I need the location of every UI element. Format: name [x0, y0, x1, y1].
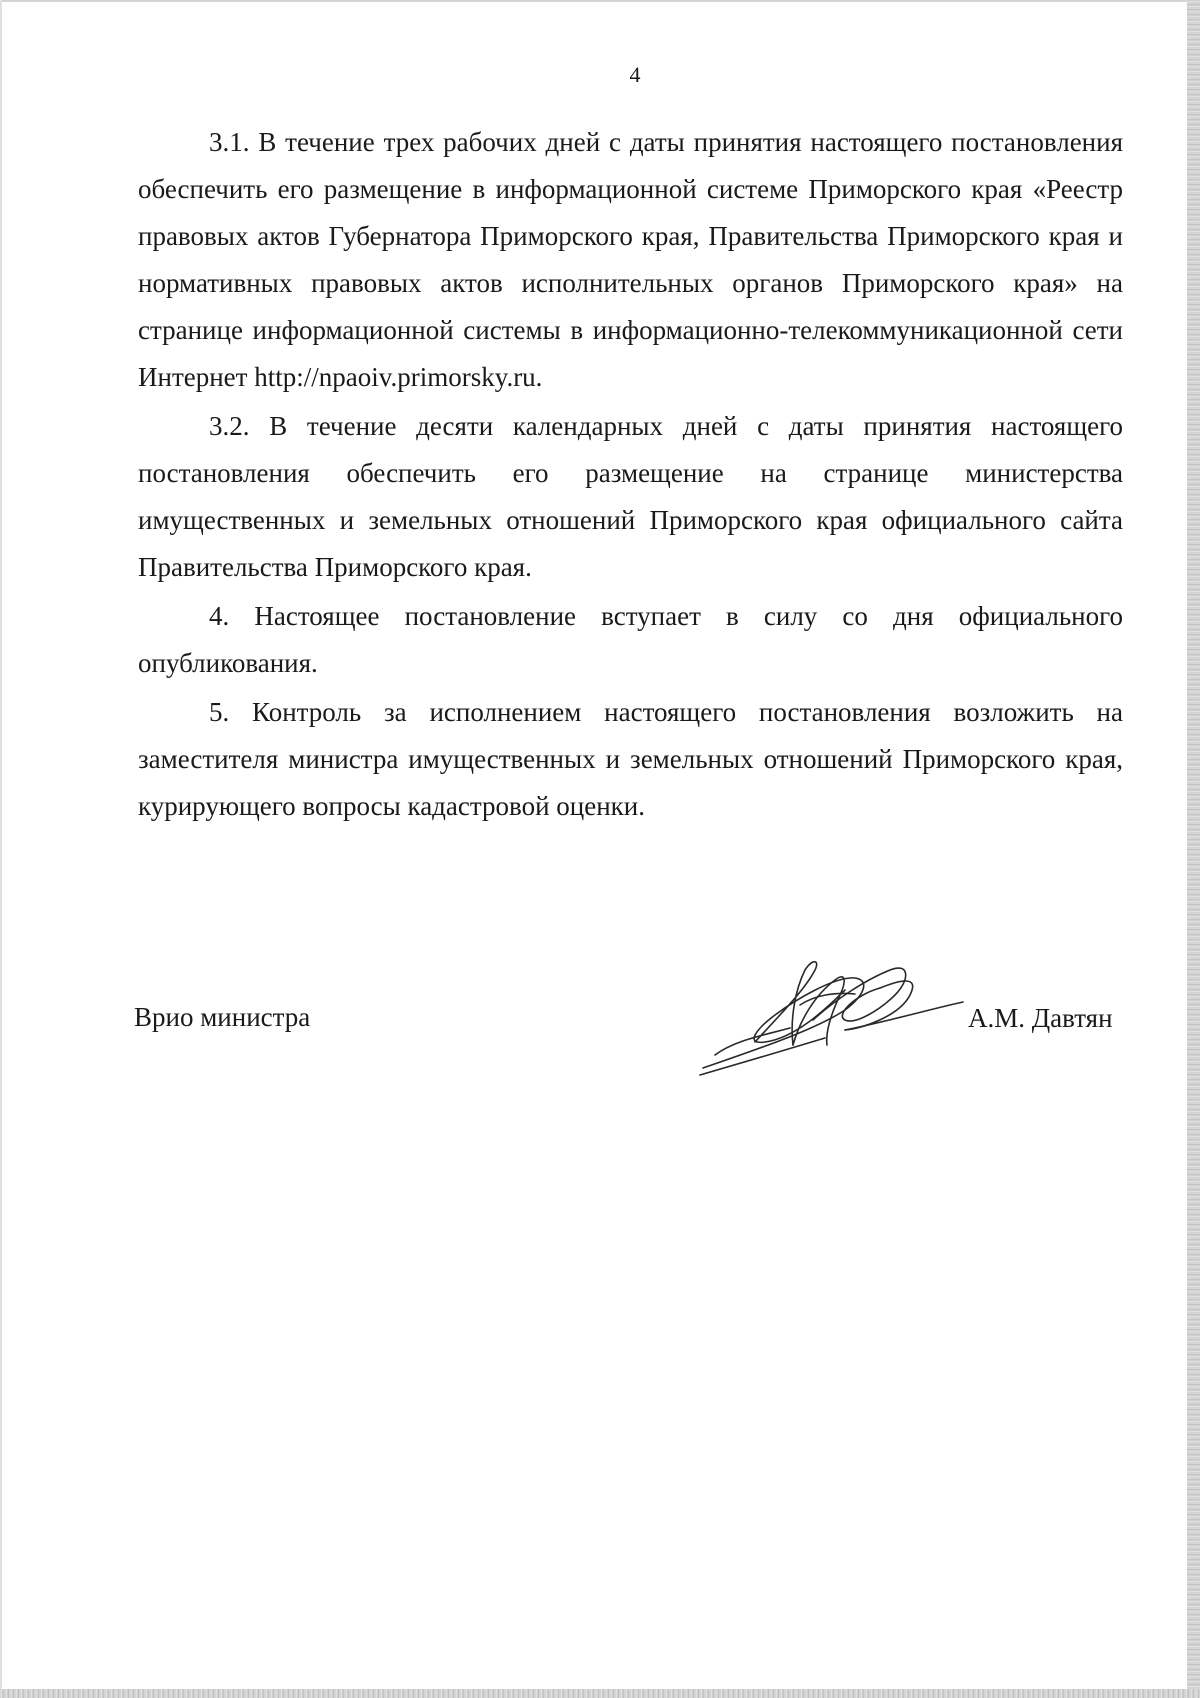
signatory-name: А.М. Давтян — [968, 1003, 1113, 1033]
scan-edge-left — [0, 0, 2, 1698]
signatory-position: Врио министра — [134, 1002, 311, 1032]
scan-edge-right — [1187, 0, 1200, 1698]
document-body — [138, 119, 1123, 832]
scan-edge-bottom — [0, 1689, 1200, 1698]
scan-edge-top — [0, 0, 1200, 2]
page-number: 4 — [629, 62, 641, 87]
handwritten-signature — [695, 950, 985, 1080]
paragraph-5: 5. Контроль за исполнением настоящего постановления возложить на заместителя министра имущественных и земельных отношений Приморского края, курирующего вопросы кадастровой оценки. — [138, 697, 1123, 821]
paragraph-4: 4. Настоящее постановление вступает в силу со дня официального опубликования. — [138, 601, 1123, 678]
paragraph-3-1: 3.1. В течение трех рабочих дней с даты принятия настоящего постановления обеспечить его размещение в информационной системе Приморского края «Реестр правовых актов Губернатора Приморского края, Правительства Приморского края и нормативных правовых актов исполнительных органов Приморского края» на странице информационной системы в информационно-телекоммуникационной сети Интернет http://npaoiv.primorsky.ru. — [138, 127, 1123, 392]
paragraph-3-2: 3.2. В течение десяти календарных дней с даты принятия настоящего постановления обеспечить его размещение на странице министерства имущественных и земельных отношений Приморского края официального сайта Правительства Приморского края. — [138, 411, 1123, 582]
